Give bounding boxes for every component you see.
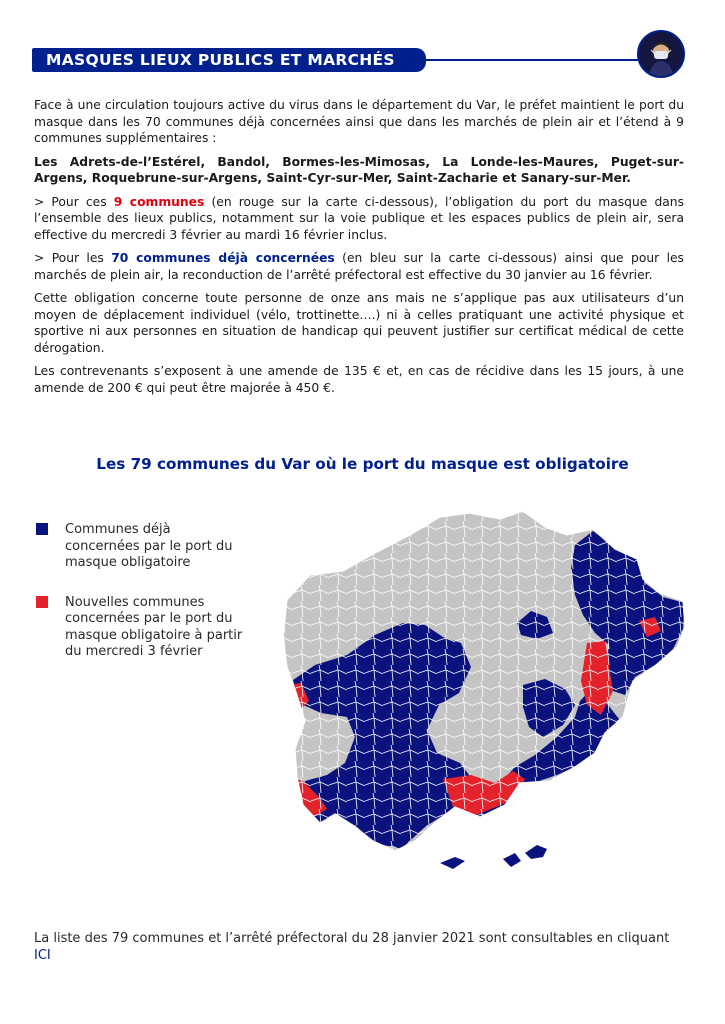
map-legend <box>36 522 246 684</box>
legend-swatch-new <box>36 596 48 608</box>
existing-prefix: > Pour les <box>34 251 112 265</box>
footer-text: La liste des 79 communes et l’arrêté préfectoral du 28 janvier 2021 sont consultables en cliquant <box>34 931 670 946</box>
intro-paragraph: Face à une circulation toujours active du virus dans le département du Var, le préfet maintient le port du masque dans les 70 communes déjà concernées ainsi que dans les marchés de plein air et l’étend à 9 communes supplémentaires : <box>34 98 684 145</box>
map-title: Les 79 communes du Var où le port du masque est obligatoire <box>96 455 629 473</box>
existing-count-highlight: 70 communes déjà concernées <box>111 251 335 265</box>
footer-link[interactable]: ICI <box>34 948 51 963</box>
map-regions <box>275 505 695 885</box>
existing-communes-paragraph <box>34 250 684 283</box>
footer-note <box>34 930 674 964</box>
scope-paragraph: Cette obligation concerne toute personne de onze ans mais ne s’applique pas aux utilisateurs d’un moyen de déplacement individuel (vélo, trottinette….) ni à celles pratiquant une activité physique et sportive ni aux personnes en situation de handicap qui peuvent justifier sur certificat médical de cette dérogation. <box>34 291 684 355</box>
legend-swatch-existing <box>36 523 48 535</box>
masked-face-icon <box>637 30 685 78</box>
legend-label-existing: Communes déjà concernées par le port du masque obligatoire <box>65 522 233 570</box>
island-levant <box>525 845 547 859</box>
header-rule <box>426 59 670 61</box>
page-title: MASQUES LIEUX PUBLICS ET MARCHÉS <box>46 51 395 69</box>
island-porquerolles <box>440 857 465 869</box>
islands <box>440 845 547 869</box>
article-body <box>34 97 684 403</box>
page-header <box>32 44 680 74</box>
fines-paragraph: Les contrevenants s’exposent à une amende de 135 € et, en cas de récidive dans les 15 jours, à une amende de 200 € qui peut être majorée à 450 €. <box>34 364 684 395</box>
legend-label-new: Nouvelles communes concernées par le port du masque obligatoire à partir du mercredi 3 février <box>65 594 243 659</box>
new-rest: (en rouge sur la carte ci-dessous), l’obligation du port du masque dans l’ensemble des lieux publics, notamment sur la voie publique et les espaces publics de plein air, sera effective du mercredi 3 février au mardi 16 février inclus. <box>34 194 684 242</box>
legend-item-new <box>36 595 246 661</box>
legend-item-existing <box>36 522 246 572</box>
communes-list: Les Adrets-de-l’Estérel, Bandol, Bormes-les-Mimosas, La Londe-les-Maures, Puget-sur-Argens, Roquebrune-sur-Argens, Saint-Cyr-sur-Mer, Saint-Zacharie et Sanary-sur-Mer. <box>34 154 684 185</box>
new-communes-paragraph <box>34 194 684 244</box>
new-prefix: > Pour ces <box>34 194 114 209</box>
new-count-highlight: 9 communes <box>113 194 205 209</box>
island-port-cros <box>503 853 521 867</box>
commune-borders <box>275 505 695 885</box>
var-communes-map <box>275 505 695 885</box>
existing-rest: (en bleu sur la carte ci-dessous) ainsi que pour les marchés de plein air, la reconduction de l’arrêté préfectoral est effective du 30 janvier au 16 février. <box>34 251 684 282</box>
